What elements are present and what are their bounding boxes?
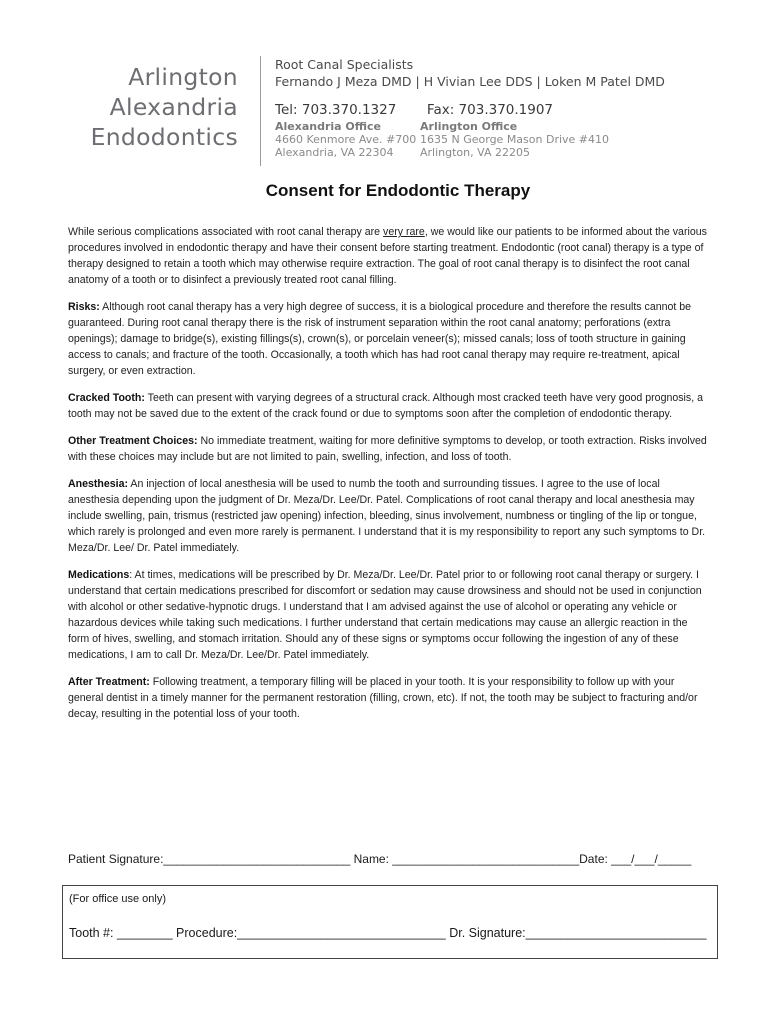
doctor-list: Fernando J Meza DMD | H Vivian Lee DDS | Loken M Patel DMD — [275, 74, 665, 89]
practice-title: Root Canal Specialists — [275, 57, 414, 72]
practice-info — [275, 57, 745, 120]
other-treatment-text: No immediate treatment, waiting for more definitive symptoms to develop, or tooth extraction. Risks involved with these choices may include but are not limited to pain, swelling, infection, and loss of tooth. — [68, 435, 707, 463]
arlington-address-line-2: Arlington, VA 22205 — [420, 146, 530, 159]
after-treatment-text: Following treatment, a temporary filling will be placed in your tooth. It is your responsibility to follow up with your general dentist in a timely manner for the permanent restoration (filling, crown, etc). If not, the tooth may be subject to fracturing and/or decay, resulting in the potential loss of your tooth. — [68, 676, 698, 720]
intro-paragraph — [68, 224, 708, 288]
risks-text: Although root canal therapy has a very high degree of success, it is a biological procedure and therefore the results cannot be guaranteed. During root canal therapy there is the risk of instrument separation within the root canal anatomy; perforations (extra openings); damage to bridge(s), existing fillings(s), crown(s), or porcelain veneer(s); missed canals; loss of tooth structure in gaining access to canals; and fracture of the tooth. Occasionally, a tooth which has had root canal therapy may require re-treatment, apical surgery, or even extraction. — [68, 301, 692, 377]
arlington-office-name: Arlington Office — [420, 120, 518, 133]
alexandria-address-line-1: 4660 Kenmore Ave. #700 — [275, 133, 417, 146]
alexandria-office-name: Alexandria Office — [275, 120, 382, 133]
office-use-note: (For office use only) — [69, 893, 167, 905]
fax: Fax: 703.370.1907 — [426, 102, 554, 118]
after-treatment-label: After Treatment: — [68, 676, 150, 688]
after-treatment-paragraph — [68, 674, 708, 722]
cracked-tooth-label: Cracked Tooth: — [68, 392, 145, 404]
intro-text-start: While serious complications associated with root canal therapy are — [68, 226, 384, 238]
letterhead-divider — [260, 56, 261, 166]
cracked-tooth-text: Teeth can present with varying degrees of a structural crack. Although most cracked teeth have very good prognosis, a tooth may not be saved due to the extent of the crack found or due to symptoms soon after the completion of endodontic therapy. — [68, 392, 703, 420]
arlington-office — [420, 120, 609, 159]
practice-logo — [83, 62, 238, 152]
anesthesia-label: Anesthesia: — [68, 478, 129, 490]
logo-line-2: Alexandria — [109, 93, 238, 121]
consent-body — [68, 224, 708, 733]
phone-numbers — [275, 100, 745, 120]
patient-signature-line[interactable]: Patient Signature:____________________________ Name: ____________________________Date: ___/___/_____ — [68, 852, 692, 866]
office-use-fields[interactable]: Tooth #: ________ Procedure:______________________________ Dr. Signature:__________________________ — [69, 926, 707, 940]
telephone: Tel: 703.370.1327 — [275, 102, 397, 118]
arlington-address-line-1: 1635 N George Mason Drive #410 — [420, 133, 610, 146]
office-use-box — [62, 885, 718, 959]
logo-line-3: Endodontics — [90, 123, 238, 151]
alexandria-office — [275, 120, 416, 159]
other-treatment-label: Other Treatment Choices: — [68, 435, 198, 447]
document-title: Consent for Endodontic Therapy — [265, 181, 531, 200]
intro-text-end: , we would like our patients to be informed about the various procedures involved in endodontic therapy and have their consent before starting treatment. Endodontic (root canal) therapy is a type of therapy designed to retain a tooth which may otherwise require extraction. The goal of root canal therapy is to disinfect the root canal anatomy of a tooth or to disinfect a previously treated root canal filling. — [68, 226, 707, 286]
risks-paragraph — [68, 299, 708, 379]
cracked-tooth-paragraph — [68, 390, 708, 422]
anesthesia-text: An injection of local anesthesia will be used to numb the tooth and surrounding tissues. I agree to the use of local anesthesia depending upon the judgment of Dr. Meza/Dr. Lee/Dr. Patel. Complications of root canal therapy and local anesthesia may include swelling, pain, trismus (restricted jaw opening) infection, bleeding, sinus involvement, numbness or tingling of the lip or tongue, which rarely is prolonged and even more rarely is permanent. I understand that it is my responsibility to report any such symptoms to Dr. Meza/Dr. Lee/ Dr. Patel immediately. — [68, 478, 706, 554]
logo-line-1: Arlington — [128, 63, 238, 91]
intro-emphasis: very rare — [383, 226, 425, 238]
medications-label: Medications — [68, 569, 130, 581]
anesthesia-paragraph — [68, 476, 708, 556]
letterhead — [0, 0, 770, 175]
risks-label: Risks: — [68, 301, 100, 313]
medications-paragraph — [68, 567, 708, 663]
other-treatment-paragraph — [68, 433, 708, 465]
medications-text: : At times, medications will be prescribed by Dr. Meza/Dr. Lee/Dr. Patel prior to or following root canal therapy or surgery. I understand that certain medications prescribed for discomfort or sedation may cause drowsiness and should not be used in conjunction with alcohol or other sedative-hypnotic drugs. I understand that I am advised against the use of alcohol or operating any vehicle or hazardous devices while taking such medications. I further understand that certain medications may cause an allergic reaction in the form of hives, swelling, and stomach irritation. Should any of these signs or symptoms occur following the ingestion of any of these medications, I am to call Dr. Meza/Dr. Lee/Dr. Patel immediately. — [68, 569, 702, 661]
alexandria-address-line-2: Alexandria, VA 22304 — [275, 146, 394, 159]
